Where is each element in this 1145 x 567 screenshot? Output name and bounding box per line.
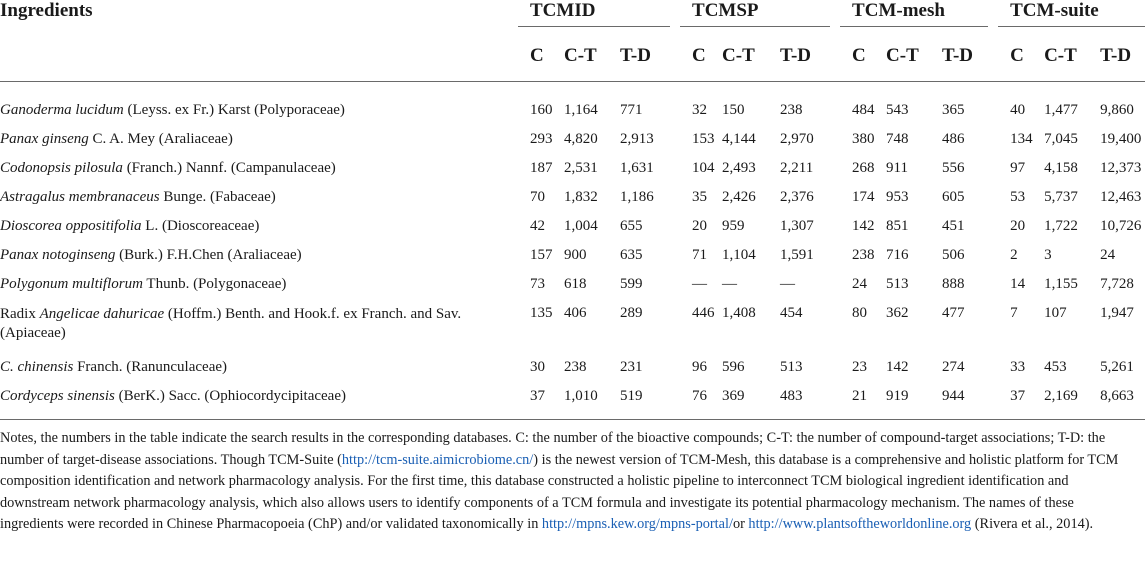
table-cell: 446 [692, 305, 715, 321]
table-cell: 716 [886, 247, 909, 263]
table-cell: 5,737 [1044, 189, 1078, 205]
ingredient-authority: (BerK.) Sacc. (Ophiocordycipitaceae) [114, 388, 346, 404]
ingredient-name [0, 270, 518, 299]
table-cell: 9,860 [1100, 102, 1134, 118]
table-cell: 23 [852, 359, 868, 375]
db-header-tcm-suite: TCM-suite [998, 0, 1145, 27]
table-cell: 556 [942, 160, 965, 176]
table-cell: 1,004 [564, 218, 598, 234]
table-cell: 486 [942, 131, 965, 147]
table-cell: 506 [942, 247, 965, 263]
table-cell: 97 [1010, 160, 1026, 176]
table-cell: 32 [692, 102, 708, 118]
table-row [0, 299, 1145, 353]
table-cell: 888 [942, 276, 965, 292]
mpns-link[interactable]: http://mpns.kew.org/mpns-portal/ [541, 516, 733, 533]
table-cell: 513 [886, 276, 909, 292]
table-cell: 596 [722, 359, 745, 375]
table-cell: 1,591 [780, 247, 814, 263]
table-cell: 135 [530, 305, 553, 321]
table-cell: 5,261 [1100, 359, 1134, 375]
table-cell: 1,307 [780, 218, 814, 234]
ingredient-species: Codonopsis pilosula [0, 160, 123, 176]
table-cell: 4,144 [722, 131, 756, 147]
table-cell: 21 [840, 382, 886, 420]
table-cell: 238 [780, 102, 803, 118]
ingredient-authority: (Hoffm.) Benth. and Hook.f. ex Franch. and Sav. (Apiaceae) [0, 306, 462, 341]
table-cell: 238 [564, 359, 587, 375]
table-cell: 919 [886, 382, 942, 420]
ingredient-species: Ganoderma lucidum [0, 102, 124, 118]
table-cell: 33 [1010, 359, 1026, 375]
table-cell: 24 [1100, 247, 1116, 263]
subcol-c-t: C-T [1044, 27, 1100, 82]
header-row-subcolumns [0, 27, 1145, 82]
table-notes [0, 420, 1135, 536]
table-row [0, 382, 1145, 420]
table-cell: 635 [620, 247, 643, 263]
table-cell: 2 [1010, 247, 1018, 263]
table-cell: 30 [530, 359, 545, 375]
ingredient-prefix: Radix [0, 306, 40, 322]
ingredient-name [0, 241, 518, 270]
table-cell: 53 [1010, 189, 1026, 205]
subcol-c-t: C-T [722, 27, 780, 82]
table-cell: 4,158 [1044, 160, 1078, 176]
ingredient-authority: (Franch.) Nannf. (Campanulaceae) [122, 160, 336, 176]
ingredients-header: Ingredients [0, 0, 93, 21]
table-cell: 477 [942, 305, 965, 321]
subcol-c-t: C-T [564, 27, 620, 82]
table-cell: 10,726 [1100, 218, 1142, 234]
table-cell: 104 [692, 160, 715, 176]
notes-text: Notes, the numbers in the table indicate the search results in the corresponding databases. C: the number of the bioactive compounds; C-T: the number of compound-target associations; T-D: the number of target-disease associations. Though TCM-Suite ( [0, 430, 1106, 468]
ingredient-name [0, 212, 518, 241]
table-cell: 1,722 [1044, 218, 1078, 234]
table-cell: 14 [1010, 276, 1026, 292]
table-row [0, 241, 1145, 270]
ingredient-species: Polygonum multiflorum [0, 276, 143, 292]
table-cell: 1,186 [620, 189, 654, 205]
table-cell: 12,463 [1100, 189, 1142, 205]
ingredient-authority: Franch. (Ranunculaceae) [73, 359, 228, 375]
table-cell: 406 [564, 305, 587, 321]
table-cell: 2,493 [722, 160, 756, 176]
table-cell: 1,631 [620, 160, 654, 176]
tcm-suite-link[interactable]: http://tcm-suite.aimicrobiome.cn/ [341, 451, 534, 468]
ingredient-authority: Thunb. (Polygonaceae) [142, 276, 287, 292]
table-cell: 748 [886, 131, 909, 147]
table-cell: 953 [886, 189, 909, 205]
ingredient-species: C. chinensis [0, 359, 74, 375]
table-cell: 20 [692, 218, 708, 234]
table-cell: 76 [680, 382, 722, 420]
table-row [0, 125, 1145, 154]
subcol-t-d: T-D [780, 27, 840, 82]
table-cell: 274 [942, 359, 965, 375]
table-cell: 1,155 [1044, 276, 1078, 292]
table-cell: 944 [942, 382, 998, 420]
table-row [0, 353, 1145, 382]
table-cell: 365 [942, 102, 965, 118]
table-cell: 71 [692, 247, 708, 263]
table-cell: 8,663 [1100, 382, 1145, 420]
ingredient-name [0, 82, 518, 126]
ingredients-subheader-empty [0, 27, 518, 82]
table-cell: 453 [1044, 359, 1067, 375]
plants-of-the-world-link[interactable]: http://www.plantsoftheworldonline.org [748, 516, 972, 533]
table-cell: 605 [942, 189, 965, 205]
db-header-tcmsp: TCMSP [680, 0, 840, 27]
table-cell: 1,408 [722, 305, 756, 321]
table-cell: 187 [530, 160, 553, 176]
table-cell: 618 [564, 276, 587, 292]
table-cell: 107 [1044, 305, 1067, 321]
table-cell: 37 [998, 382, 1044, 420]
subcol-t-d: T-D [942, 27, 998, 82]
table-cell: 900 [564, 247, 587, 263]
table-cell: 293 [530, 131, 553, 147]
ingredient-species: Angelicae dahuricae [39, 306, 165, 322]
ingredient-name [0, 154, 518, 183]
table-cell: 174 [852, 189, 875, 205]
table-cell: 3 [1044, 247, 1052, 263]
table-cell: 362 [886, 305, 909, 321]
ingredient-authority: L. (Dioscoreaceae) [141, 218, 260, 234]
table-cell: 1,947 [1100, 305, 1134, 321]
notes-text: or [732, 516, 749, 533]
ingredient-species: Dioscorea oppositifolia [0, 218, 142, 234]
table-cell: 2,169 [1044, 382, 1100, 420]
table-cell: 73 [530, 276, 545, 292]
subcol-c: C [998, 27, 1044, 82]
table-cell: 380 [852, 131, 875, 147]
table-cell: 2,376 [780, 189, 814, 205]
table-cell: 12,373 [1100, 160, 1142, 176]
table-cell: 289 [620, 305, 643, 321]
table-cell: 1,832 [564, 189, 598, 205]
subcol-c-t: C-T [886, 27, 942, 82]
table-cell: 238 [852, 247, 875, 263]
subcol-c: C [840, 27, 886, 82]
db-header-tcmid: TCMID [518, 0, 680, 27]
table-cell: 37 [518, 382, 564, 420]
ingredient-authority: Bunge. (Fabaceae) [159, 189, 276, 205]
table-row [0, 82, 1145, 126]
table-cell: 543 [886, 102, 909, 118]
table-cell: 150 [722, 102, 745, 118]
ingredient-name [0, 299, 518, 353]
table-cell: 19,400 [1100, 131, 1142, 147]
table-cell: — [722, 276, 738, 292]
table-cell: 771 [620, 102, 643, 118]
db-header-tcm-mesh: TCM-mesh [840, 0, 998, 27]
table-cell: 851 [886, 218, 909, 234]
table-cell: 1,104 [722, 247, 756, 263]
ingredient-name [0, 353, 518, 382]
ingredient-species: Panax ginseng [0, 131, 89, 147]
table-cell: 1,010 [564, 382, 620, 420]
table-row [0, 270, 1145, 299]
table-cell: 599 [620, 276, 643, 292]
ingredient-authority: (Leyss. ex Fr.) Karst (Polyporaceae) [123, 102, 345, 118]
table-cell: 268 [852, 160, 875, 176]
table-cell: 134 [1010, 131, 1033, 147]
table-cell: 142 [886, 359, 909, 375]
header-row-databases [0, 0, 1145, 27]
ingredient-name [0, 183, 518, 212]
table-cell: 451 [942, 218, 965, 234]
table-cell: 20 [1010, 218, 1026, 234]
table-cell: 2,913 [620, 131, 654, 147]
subcol-c: C [518, 27, 564, 82]
table-cell: 157 [530, 247, 553, 263]
table-cell: 483 [780, 382, 840, 420]
ingredient-name [0, 125, 518, 154]
table-cell: 911 [886, 160, 908, 176]
table-cell: 42 [530, 218, 545, 234]
table-cell: 1,477 [1044, 102, 1078, 118]
table-cell: 519 [620, 382, 680, 420]
table-cell: 655 [620, 218, 643, 234]
notes-text: (Rivera et al., 2014). [971, 516, 1094, 533]
table-row [0, 154, 1145, 183]
subcol-t-d: T-D [620, 27, 680, 82]
ingredient-species: Astragalus membranaceus [0, 189, 160, 205]
table-cell: — [692, 276, 708, 292]
table-cell: 40 [1010, 102, 1026, 118]
ingredient-authority: C. A. Mey (Araliaceae) [88, 131, 233, 147]
table-cell: 2,531 [564, 160, 598, 176]
table-cell: 513 [780, 359, 803, 375]
table-cell: 959 [722, 218, 745, 234]
table-cell: 70 [530, 189, 545, 205]
table-cell: 7,045 [1044, 131, 1078, 147]
ingredient-species: Cordyceps sinensis [0, 388, 115, 404]
notes-text: ) is the newest version of TCM-Mesh, this database is a comprehensive and holistic platform for TCM composition identification and network pharmacology analysis. For the first time, this database constructed a holistic pipeline to interconnect TCM biological ingredient identification and downstream network pharmacology analysis, which also allows users to identify components of a TCM formula and investigate its potential pharmacology mechanism. The names of these ingredients were recorded in Chinese Pharmacopoeia (ChP) and/or validated taxonomically in [0, 451, 1119, 533]
table-row [0, 212, 1145, 241]
table-cell: 96 [692, 359, 708, 375]
subcol-c: C [680, 27, 722, 82]
table-cell: 160 [530, 102, 553, 118]
table-cell: 153 [692, 131, 715, 147]
ingredient-authority: (Burk.) F.H.Chen (Araliaceae) [115, 247, 302, 263]
table-cell: 484 [852, 102, 875, 118]
ingredient-species: Panax notoginseng [0, 247, 116, 263]
subcol-t-d: T-D [1100, 27, 1145, 82]
ingredient-name [0, 382, 518, 420]
table-cell: — [780, 276, 796, 292]
table-cell: 1,164 [564, 102, 598, 118]
table-cell: 4,820 [564, 131, 598, 147]
table-row [0, 183, 1145, 212]
table-cell: 142 [852, 218, 875, 234]
table-cell: 231 [620, 359, 643, 375]
table-cell: 2,426 [722, 189, 756, 205]
table-cell: 454 [780, 305, 803, 321]
table-body [0, 82, 1145, 420]
table-cell: 80 [852, 305, 868, 321]
table-cell: 2,211 [780, 160, 814, 176]
table-cell: 24 [852, 276, 868, 292]
table-cell: 35 [692, 189, 708, 205]
table-cell: 7,728 [1100, 276, 1134, 292]
table-cell: 7 [1010, 305, 1018, 321]
table-cell: 369 [722, 382, 780, 420]
table-cell: 2,970 [780, 131, 814, 147]
